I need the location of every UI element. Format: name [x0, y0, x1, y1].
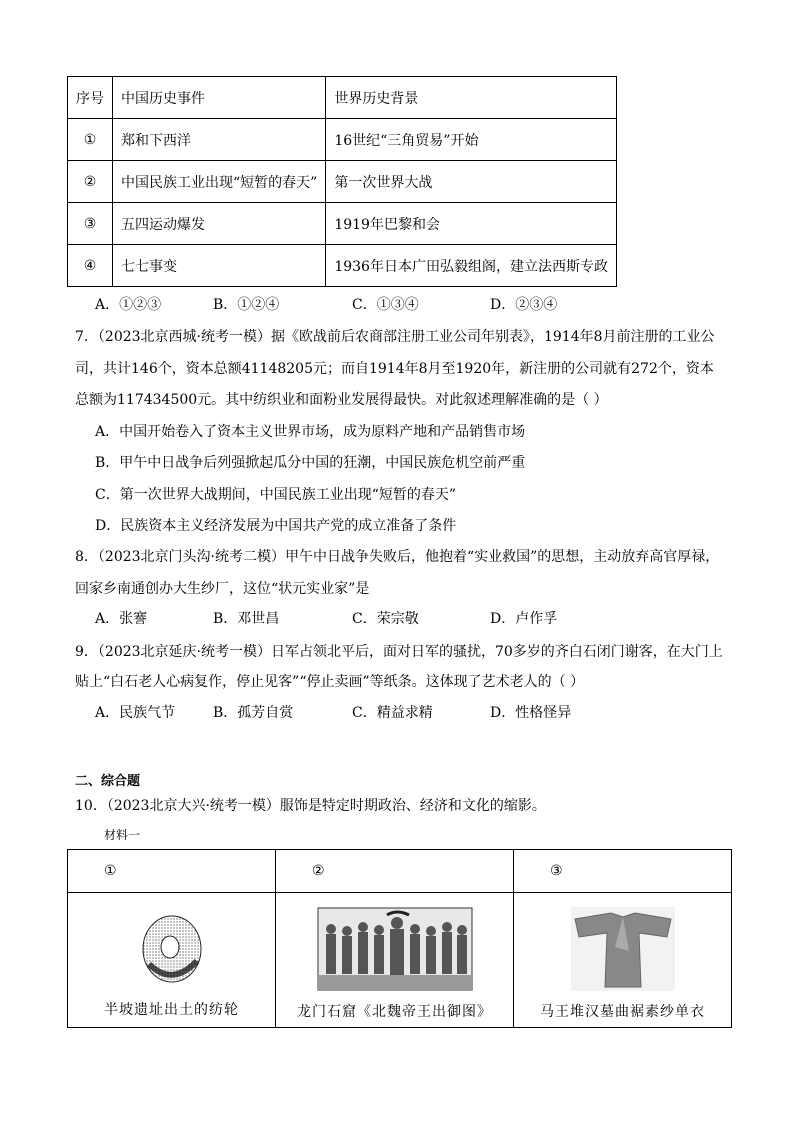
- world-background-cell: 1936年日本广田弘毅组阁，建立法西斯专政: [326, 245, 617, 287]
- emperor-procession-image: [317, 907, 473, 991]
- history-events-table: [67, 76, 617, 287]
- material-cell: [68, 893, 276, 1028]
- material-index: ①: [68, 850, 276, 893]
- q9-option-c: C．精益求精: [352, 705, 433, 721]
- table-header-row: [68, 77, 617, 119]
- china-event-cell: 五四运动爆发: [113, 203, 326, 245]
- material-index: ③: [514, 850, 732, 893]
- material-cell: [514, 893, 732, 1028]
- material-caption: 半坡遗址出土的纺轮: [104, 1002, 239, 1018]
- q9-option-a: A．民族气节: [95, 705, 176, 721]
- world-background-cell: 第一次世界大战: [326, 161, 617, 203]
- material-caption: 龙门石窟《北魏帝王出御图》: [297, 1003, 492, 1020]
- china-event-cell: 郑和下西洋: [113, 119, 326, 161]
- material-cell: [276, 893, 514, 1028]
- q9-option-b: B．孤芳自赏: [213, 705, 294, 721]
- table-row: [68, 161, 617, 203]
- material-index: ②: [276, 850, 514, 893]
- header-china-event: 中国历史事件: [113, 77, 326, 119]
- q6-option-c: C．①③④: [352, 297, 419, 313]
- q8-option-a: A．张謇: [95, 611, 148, 627]
- q8-option-c: C．荣宗敬: [352, 611, 419, 627]
- world-background-cell: 16世纪“三角贸易”开始: [326, 119, 617, 161]
- q7-option-c: C．第一次世界大战期间，中国民族工业出现“短暂的春天”: [95, 487, 457, 503]
- china-event-cell: 中国民族工业出现“短暂的春天”: [113, 161, 326, 203]
- row-index: ③: [68, 203, 113, 245]
- spindle-whorl-image: [137, 909, 207, 989]
- q9-options: [95, 702, 571, 722]
- row-index: ②: [68, 161, 113, 203]
- section-title: 二、综合题: [75, 774, 141, 789]
- q7-option-a: A．中国开始卷入了资本主义世界市场，成为原料产地和产品销售市场: [95, 424, 526, 440]
- row-index: ①: [68, 119, 113, 161]
- table-row: [68, 245, 617, 287]
- q6-option-b: B．①②④: [213, 297, 280, 313]
- row-index: ④: [68, 245, 113, 287]
- material-caption: 马王堆汉墓曲裾素纱单衣: [540, 1003, 705, 1020]
- material-image-row: [68, 893, 732, 1028]
- q6-option-a: A．①②③: [95, 297, 162, 313]
- q6-option-d: D．②③④: [490, 297, 558, 313]
- china-event-cell: 七七事变: [113, 245, 326, 287]
- silk-robe-image: [571, 907, 675, 991]
- material-header-row: [68, 850, 732, 893]
- q7-stem-line: 总额为117434500元。其中纺织业和面粉业发展得最快。对此叙述理解准确的是（ ）: [75, 392, 608, 408]
- material-label: 材料一: [104, 828, 141, 842]
- q7-option-b: B．甲午中日战争后列强掀起瓜分中国的狂潮，中国民族危机空前严重: [95, 455, 526, 471]
- q8-stem-line: 回家乡南通创办大生纱厂，这位“状元实业家”是: [75, 581, 370, 597]
- header-index: 序号: [68, 77, 113, 119]
- q6-options: [95, 294, 557, 314]
- q9-option-d: D．性格怪异: [490, 705, 572, 721]
- q7-stem-line: 7．（2023北京西城·统考一模）据《欧战前后农商部注册工业公司年别表》，1914年8月前注册的工业公: [75, 329, 715, 345]
- table-row: [68, 119, 617, 161]
- q8-stem-line: 8．（2023北京门头沟·统考二模）甲午中日战争失败后，他抱着“实业救国”的思想，主动放弃高官厚禄，: [75, 549, 720, 565]
- q7-stem-line: 司，共计146个，资本总额41148205元；而自1914年8月至1920年，新注册的公司就有272个，资本: [75, 361, 714, 377]
- world-background-cell: 1919年巴黎和会: [326, 203, 617, 245]
- q9-stem-line: 贴上“白石老人心病复作，停止见客”“停止卖画”等纸条。这体现了艺术老人的（ ）: [75, 674, 585, 690]
- q8-option-b: B．邓世昌: [213, 611, 280, 627]
- table-row: [68, 203, 617, 245]
- header-world-background: 世界历史背景: [326, 77, 617, 119]
- q8-options: [95, 608, 557, 628]
- q7-option-d: D．民族资本主义经济发展为中国共产党的成立准备了条件: [95, 518, 457, 534]
- q10-stem-line: 10．（2023北京大兴·统考一模）服饰是特定时期政治、经济和文化的缩影。: [75, 798, 546, 814]
- material-image-table: [67, 849, 732, 1028]
- q9-stem-line: 9．（2023北京延庆·统考一模）日军占领北平后，面对日军的骚扰，70多岁的齐白石闭门谢客，在大门上: [75, 644, 723, 660]
- q8-option-d: D．卢作孚: [490, 611, 558, 627]
